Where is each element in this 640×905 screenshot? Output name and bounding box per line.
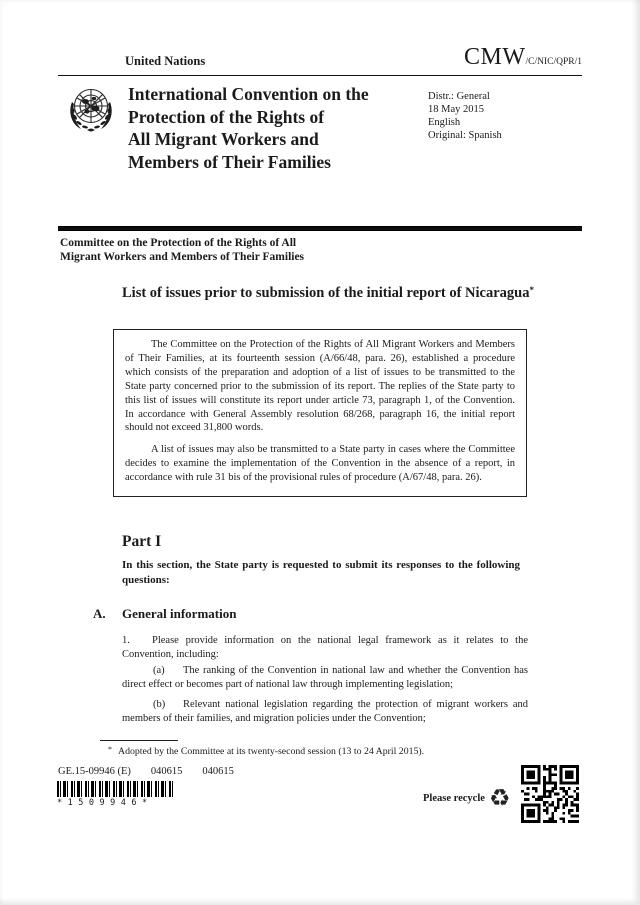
- recycle-note: [423, 786, 510, 810]
- committee-heading: [60, 236, 380, 264]
- section-title: General information: [122, 606, 237, 621]
- committee-line: Migrant Workers and Members of Their Families: [60, 251, 305, 263]
- recycle-label: Please recycle: [423, 792, 485, 804]
- committee-line: Committee on the Protection of the Rights of All: [60, 237, 297, 249]
- convention-title-line: International Convention on the: [128, 84, 369, 104]
- section-a-heading: [93, 606, 236, 622]
- distribution-block: [428, 90, 502, 142]
- paragraph-1: [122, 634, 528, 662]
- convention-title: [128, 83, 438, 173]
- footer-reference-line: [58, 766, 254, 777]
- footnote-marker: *: [108, 745, 112, 754]
- org-name: United Nations: [125, 54, 206, 68]
- part-intro: In this section, the State party is requested to submit its responses to the following questions:: [122, 559, 520, 586]
- page-title-text: List of issues prior to submission of the initial report of Nicaragua: [122, 285, 530, 301]
- paragraph-number: 1.: [122, 635, 130, 646]
- un-emblem-icon: [59, 80, 123, 144]
- convention-title-line: All Migrant Workers and: [128, 129, 319, 149]
- summary-box: [113, 329, 527, 497]
- distr-original: Original: Spanish: [428, 130, 502, 141]
- footnote-rule: [100, 740, 178, 741]
- sub-item-text: Relevant national legislation regarding the protection of migrant workers and members of their families, and migration policies under the Convention;: [122, 699, 528, 725]
- distr-language: English: [428, 117, 461, 128]
- footnote: [108, 745, 538, 757]
- sub-item-label: (a): [153, 665, 165, 676]
- part-heading: Part I: [122, 533, 162, 550]
- convention-title-line: Protection of the Rights of: [128, 106, 325, 127]
- header-rule: [58, 75, 582, 76]
- footer-code-1: 040615: [150, 766, 183, 777]
- footer-code-2: 040615: [202, 766, 234, 777]
- barcode-label: *1509946*: [57, 798, 153, 808]
- sub-item-b: [122, 698, 528, 726]
- footnote-text: Adopted by the Committee at its twenty-second session (13 to 24 April 2015).: [118, 746, 425, 757]
- document-symbol-suffix: /C/NIC/QPR/1: [525, 57, 582, 67]
- document-symbol: [464, 44, 582, 71]
- document-symbol-main: CMW: [464, 44, 526, 70]
- distr-type: Distr.: General: [428, 91, 490, 102]
- barcode: [57, 781, 175, 797]
- section-letter: A.: [93, 606, 106, 621]
- summary-paragraph-2: A list of issues may also be transmitted to a State party in cases where the Committee decides to examine the implementation of the Convention in the absence of a report, in accordance with rule 31 bis of the provisional rules of procedure (A/67/48, para. 26).: [125, 444, 515, 484]
- recycle-icon: ♻: [488, 784, 511, 812]
- divider-bar: [58, 226, 582, 231]
- sub-item-label: (b): [153, 699, 166, 710]
- paragraph-text: Please provide information on the national legal framework as it relates to the Convention, including:: [122, 635, 528, 661]
- ge-number: GE.15-09946 (E): [58, 766, 131, 777]
- sub-item-text: The ranking of the Convention in national law and whether the Convention has direct effect or becomes part of national law through implementing legislation;: [122, 665, 528, 691]
- qr-code: [521, 765, 579, 823]
- convention-title-line: Members of Their Families: [128, 151, 331, 172]
- title-footnote-marker: *: [529, 285, 534, 295]
- distr-date: 18 May 2015: [428, 104, 484, 115]
- sub-item-a: [122, 664, 528, 692]
- page-title: [122, 281, 537, 303]
- summary-paragraph-1: The Committee on the Protection of the Rights of All Migrant Workers and Members of Their Families, at its fourteenth session (A/66/48, para. 26), established a procedure which consists of the preparation and adoption of a list of issues to be transmitted to the State party concerned prior to the submission of its report. The replies of the State party to this list of issues will constitute its report under article 73, paragraph 1, of the Convention. In accordance with General Assembly resolution 68/268, paragraph 16, the initial report should not exceed 31,800 words.: [125, 339, 515, 434]
